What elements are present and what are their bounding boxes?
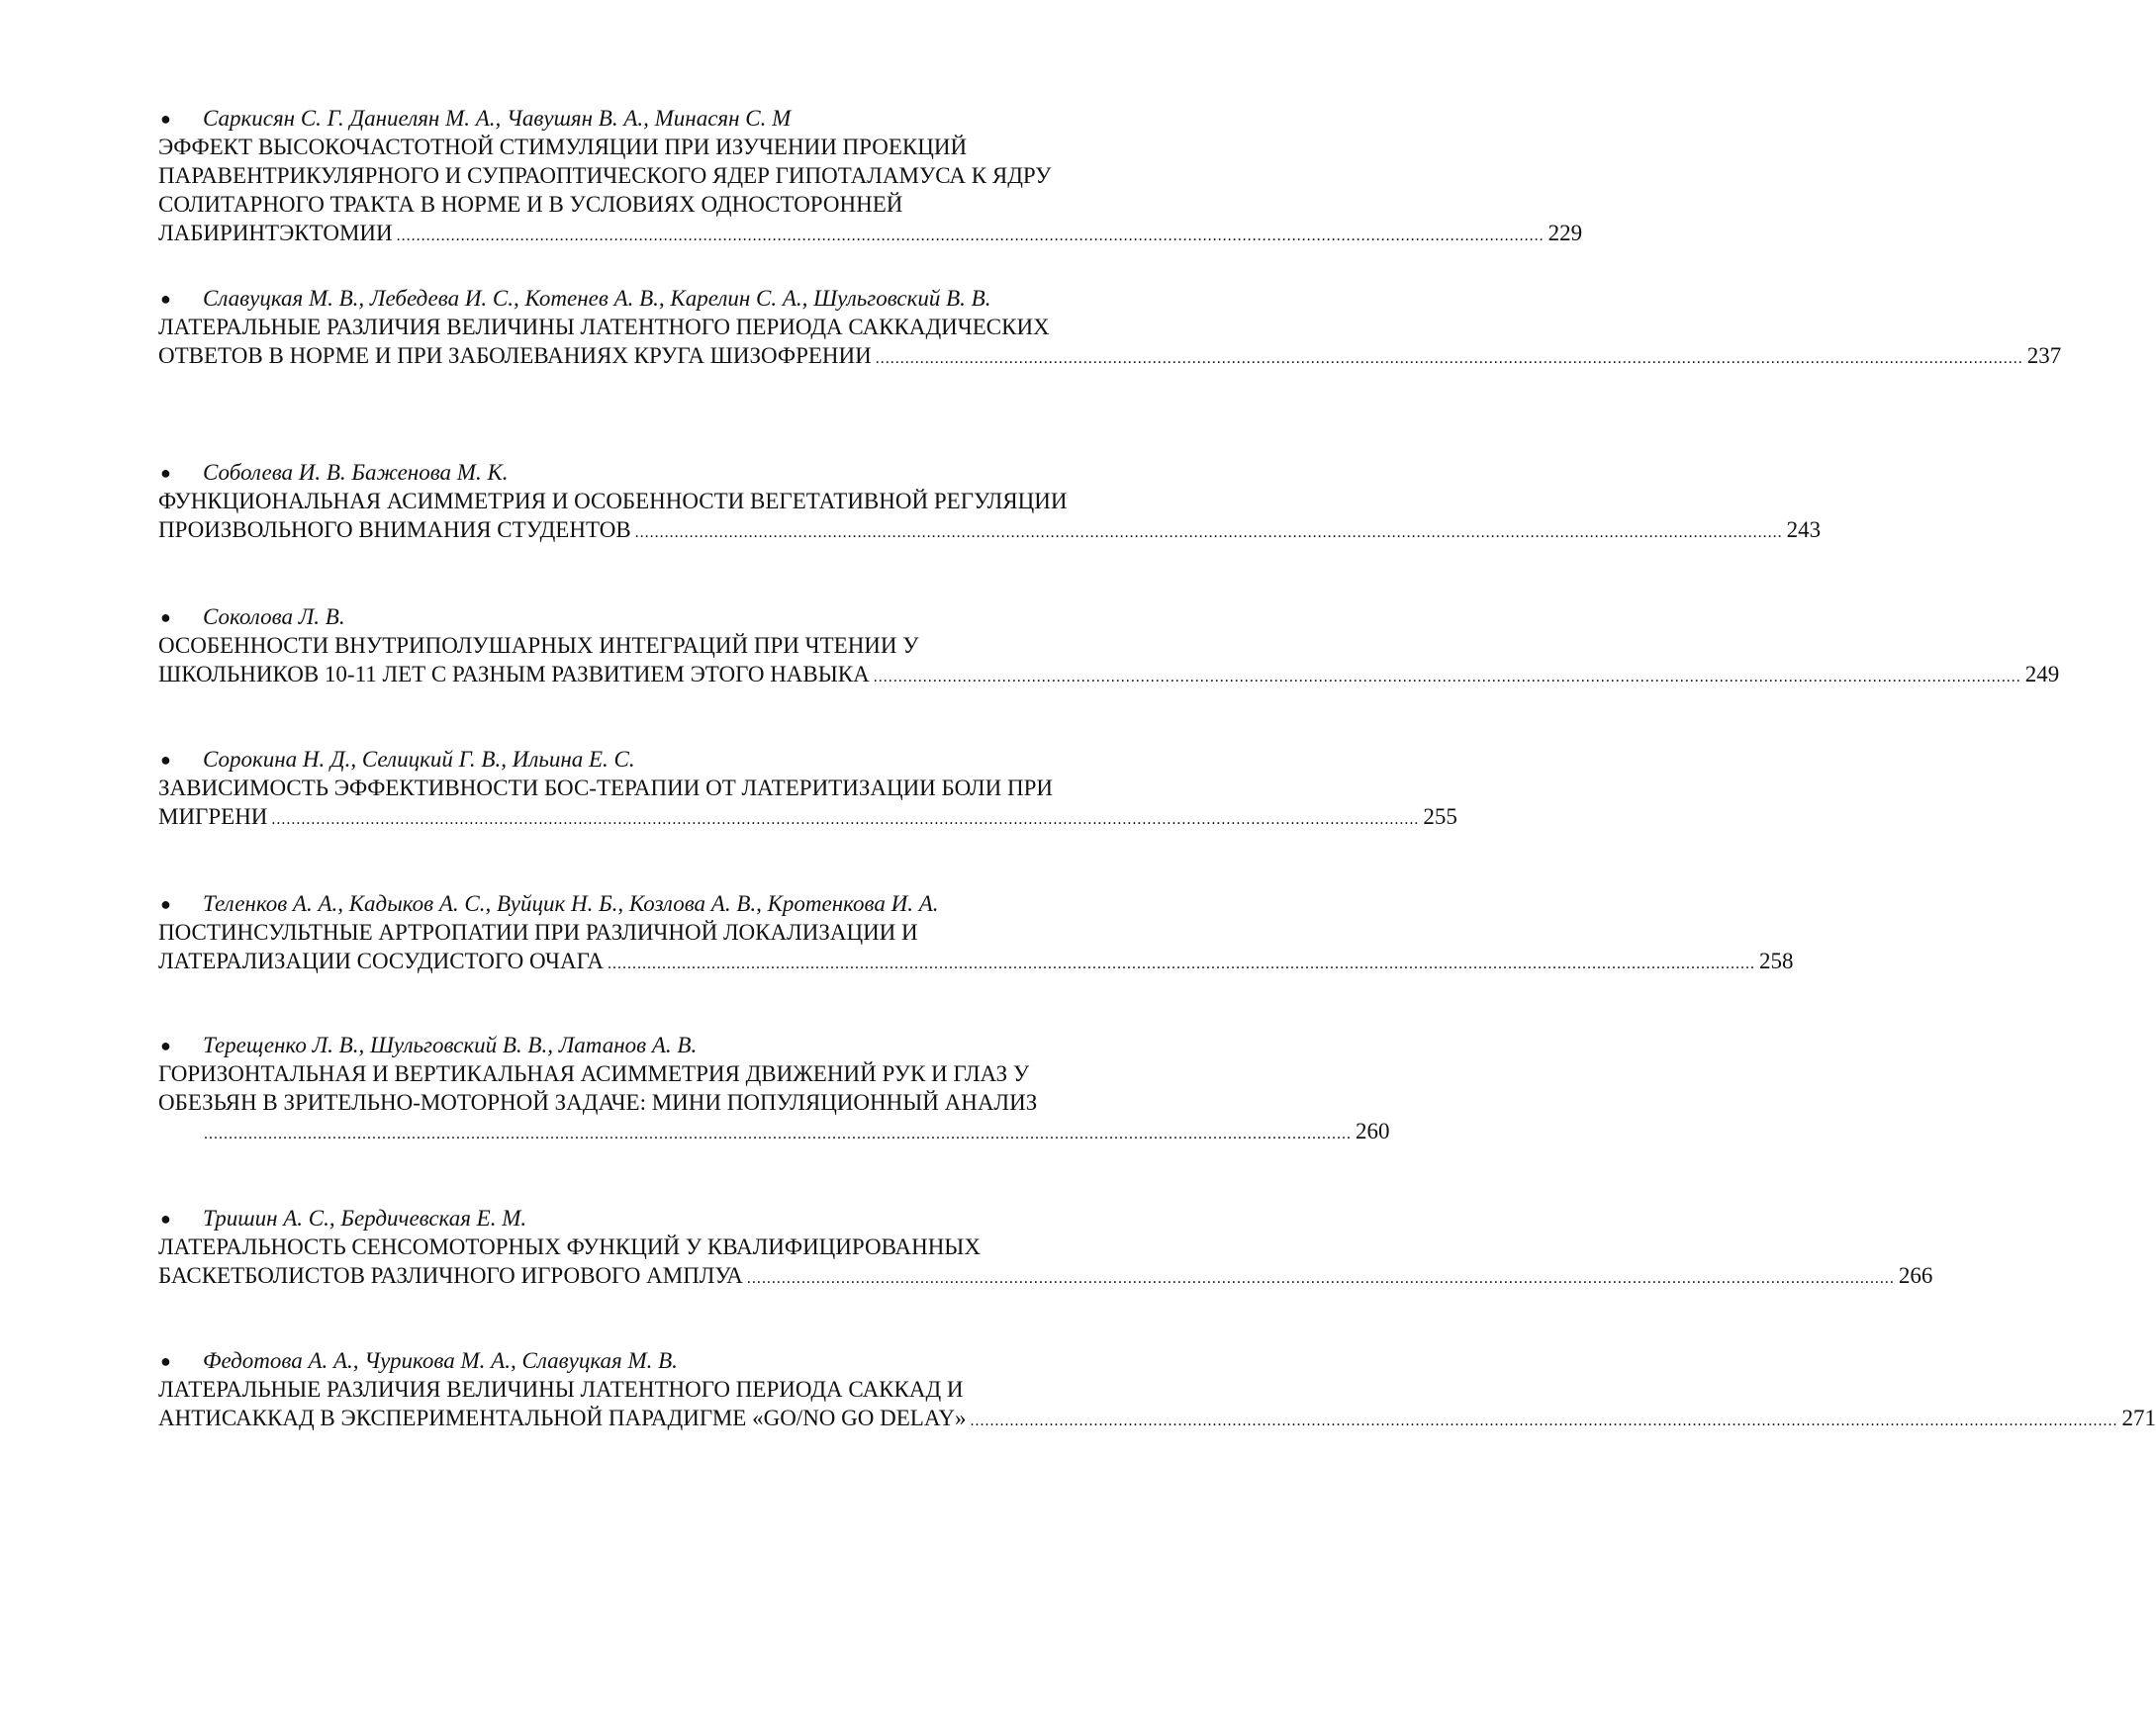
entry-title-line: ФУНКЦИОНАЛЬНАЯ АСИММЕТРИЯ И ОСОБЕННОСТИ ВЕГЕТАТИВНОЙ РЕГУЛЯЦИИ [158, 489, 1068, 513]
authors-text: Славуцкая М. В., Лебедева И. С., Котенев А. В., Карелин С. А., Шульговский В. В. [203, 286, 991, 311]
entry-title-last-line [158, 515, 1822, 544]
toc-entry [158, 285, 2062, 370]
entry-title-last-line [158, 947, 1794, 975]
entry-title-line: ОБЕЗЬЯН В ЗРИТЕЛЬНО-МОТОРНОЙ ЗАДАЧЕ: МИНИ ПОПУЛЯЦИОННЫЙ АНАЛИЗ [158, 1090, 1038, 1115]
toc-entry [158, 603, 2060, 688]
entry-title-line: ЛАБИРИНТЭКТОМИИ [158, 221, 393, 245]
authors-text: Терещенко Л. В., Шульговский В. В., Латанов А. В. [203, 1033, 698, 1057]
page-number: 255 [1423, 804, 1457, 829]
page-number: 249 [2024, 662, 2060, 686]
authors-text: Соболева И. В. Баженова М. К. [203, 460, 509, 485]
entry-title-line: ГОРИЗОНТАЛЬНАЯ И ВЕРТИКАЛЬНАЯ АСИММЕТРИЯ ДВИЖЕНИЙ РУК И ГЛАЗ У [158, 1061, 1030, 1086]
authors-text: Соколова Л. В. [203, 604, 345, 629]
entry-title-last-line [158, 660, 2060, 688]
bullet-icon: ● [160, 1209, 171, 1229]
page-number: 271 [2121, 1406, 2156, 1430]
page-number: 260 [1356, 1119, 1390, 1143]
dot-leader: ........................................................................................................................................................................................................................................ [271, 811, 1420, 828]
entry-authors [158, 890, 1158, 918]
authors-text: Саркисян С. Г. Даниелян М. А., Чавушян В. А., Минасян С. М [203, 106, 792, 131]
entry-title-line: ЛАТЕРАЛЬНОСТЬ СЕНСОМОТОРНЫХ ФУНКЦИЙ У КВАЛИФИЦИРОВАННЫХ [158, 1234, 981, 1259]
toc-entry [158, 1032, 1390, 1145]
bullet-icon: ● [160, 1351, 171, 1371]
entry-title-line: ОТВЕТОВ В НОРМЕ И ПРИ ЗАБОЛЕВАНИЯХ КРУГА ШИЗОФРЕНИИ [158, 343, 872, 368]
entry-authors [158, 1347, 1158, 1375]
entry-authors [158, 105, 1158, 133]
dot-leader: ........................................................................................................................................................................................................................................ [873, 669, 2021, 685]
entry-title-line: ШКОЛЬНИКОВ 10-11 ЛЕТ С РАЗНЫМ РАЗВИТИЕМ ЭТОГО НАВЫКА [158, 662, 870, 686]
page-number: 237 [2026, 343, 2062, 368]
dot-leader: ........................................................................................................................................................................................................................................ [970, 1413, 2118, 1429]
dot-leader: ........................................................................................................................................................................................................................................ [396, 228, 1545, 244]
toc-entry [158, 105, 1583, 247]
toc-entry [158, 1205, 1933, 1290]
entry-title-line: МИГРЕНИ [158, 804, 268, 829]
dot-leader: ........................................................................................................................................................................................................................................ [875, 350, 2023, 367]
entry-title-line: БАСКЕТБОЛИСТОВ РАЗЛИЧНОГО ИГРОВОГО АМПЛУА [158, 1263, 743, 1288]
entry-title-last-line [158, 1261, 1933, 1290]
bullet-icon: ● [160, 1036, 171, 1055]
entry-title-line: ЛАТЕРАЛЬНЫЕ РАЗЛИЧИЯ ВЕЛИЧИНЫ ЛАТЕНТНОГО ПЕРИОДА САККАДИЧЕСКИХ [158, 315, 1050, 339]
entry-title-line: ПОСТИНСУЛЬТНЫЕ АРТРОПАТИИ ПРИ РАЗЛИЧНОЙ ЛОКАЛИЗАЦИИ И [158, 920, 918, 945]
authors-text: Сорокина Н. Д., Селицкий Г. В., Ильина Е. С. [203, 747, 635, 772]
page-number: 229 [1547, 221, 1583, 245]
authors-text: Тришин А. С., Бердичевская Е. М. [203, 1206, 527, 1231]
authors-text: Теленков А. А., Кадыков А. С., Вуйцик Н. Б., Козлова А. В., Кротенкова И. А. [203, 891, 939, 916]
toc-entry [158, 890, 1794, 975]
entry-title-last-line [158, 219, 1583, 247]
entry-authors [158, 1205, 1158, 1233]
entry-title-line: ЗАВИСИМОСТЬ ЭФФЕКТИВНОСТИ БОС-ТЕРАПИИ ОТ ЛАТЕРИТИЗАЦИИ БОЛИ ПРИ [158, 776, 1054, 800]
entry-authors [158, 459, 1158, 487]
entry-title-last-line [158, 802, 1457, 831]
authors-text: Федотова А. А., Чурикова М. А., Славуцкая М. В. [203, 1348, 678, 1373]
entry-title-last-line [158, 341, 2062, 370]
entry-authors [158, 285, 1158, 313]
entry-title-line: ЛАТЕРАЛИЗАЦИИ СОСУДИСТОГО ОЧАГА [158, 949, 604, 973]
bullet-icon: ● [160, 894, 171, 914]
bullet-icon: ● [160, 109, 171, 129]
bullet-icon: ● [160, 607, 171, 627]
entry-title-line: СОЛИТАРНОГО ТРАКТА В НОРМЕ И В УСЛОВИЯХ ОДНОСТОРОННЕЙ [158, 192, 903, 217]
entry-title-last-line [158, 1117, 1390, 1145]
entry-authors [158, 1032, 1158, 1059]
entry-title-line: АНТИСАККАД В ЭКСПЕРИМЕНТАЛЬНОЙ ПАРАДИГМЕ «GO/NO GO DELAY» [158, 1406, 967, 1430]
entry-title-line: ЭФФЕКТ ВЫСОКОЧАСТОТНОЙ СТИМУЛЯЦИИ ПРИ ИЗУЧЕНИИ ПРОЕКЦИЙ [158, 135, 968, 159]
toc-entry [158, 746, 1457, 831]
page-number: 243 [1786, 517, 1822, 542]
bullet-icon: ● [160, 289, 171, 309]
dot-leader: ........................................................................................................................................................................................................................................ [746, 1270, 1895, 1287]
page-number: 266 [1898, 1263, 1933, 1288]
bullet-icon: ● [160, 463, 171, 483]
entry-title-line: ПАРАВЕНТРИКУЛЯРНОГО И СУПРАОПТИЧЕСКОГО ЯДЕР ГИПОТАЛАМУСА К ЯДРУ [158, 163, 1052, 188]
dot-leader: ........................................................................................................................................................................................................................................ [204, 1126, 1352, 1142]
entry-authors [158, 746, 1158, 774]
entry-title-last-line [158, 1404, 2156, 1432]
toc-entry [158, 1347, 2156, 1432]
toc-entry [158, 459, 1822, 544]
bullet-icon: ● [160, 750, 171, 770]
entry-title-line: ОСОБЕННОСТИ ВНУТРИПОЛУШАРНЫХ ИНТЕГРАЦИЙ ПРИ ЧТЕНИИ У [158, 633, 919, 658]
page-number: 258 [1758, 949, 1794, 973]
entry-title-line: ЛАТЕРАЛЬНЫЕ РАЗЛИЧИЯ ВЕЛИЧИНЫ ЛАТЕНТНОГО ПЕРИОДА САККАД И [158, 1377, 964, 1402]
entry-authors [158, 603, 1158, 631]
entry-title-line: ПРОИЗВОЛЬНОГО ВНИМАНИЯ СТУДЕНТОВ [158, 517, 631, 542]
dot-leader: ........................................................................................................................................................................................................................................ [634, 524, 1783, 541]
dot-leader: ........................................................................................................................................................................................................................................ [607, 956, 1755, 972]
